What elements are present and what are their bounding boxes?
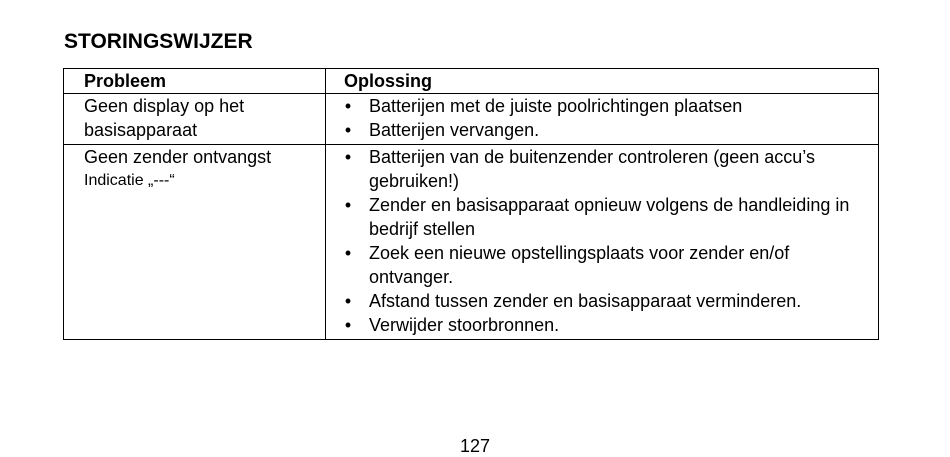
solution-text: Batterijen vervangen. <box>369 120 540 140</box>
bullet-icon: • <box>344 315 352 335</box>
solution-text: Zoek een nieuwe opstellingsplaats voor zender en/of ontvanger. <box>369 243 790 287</box>
table-header-row <box>64 69 879 94</box>
problem-text: Geen display op het <box>84 96 245 116</box>
list-item <box>326 193 870 241</box>
bullet-icon: • <box>344 243 352 263</box>
solution-text: Batterijen van de buitenzender controleren (geen accu’s gebruiken!) <box>369 147 815 191</box>
list-item <box>326 241 870 289</box>
list-item <box>326 289 870 313</box>
solution-text: Zender en basisapparaat opnieuw volgens de handleiding in bedrijf stellen <box>369 195 850 239</box>
list-item <box>326 145 870 193</box>
solution-cell <box>326 94 879 145</box>
column-header-problem: Probleem <box>64 69 326 94</box>
problem-cell <box>64 145 326 340</box>
problem-text: basisapparaat <box>84 120 198 140</box>
list-item <box>326 94 870 118</box>
list-item <box>326 118 870 142</box>
bullet-icon: • <box>344 96 352 116</box>
bullet-icon: • <box>344 291 352 311</box>
table-row <box>64 94 879 145</box>
solution-cell <box>326 145 879 340</box>
solution-list <box>326 145 870 337</box>
problem-text: Geen zender ontvangst <box>84 147 272 167</box>
troubleshooting-table <box>63 68 879 340</box>
bullet-icon: • <box>344 195 352 215</box>
solution-text: Verwijder stoorbronnen. <box>369 315 560 335</box>
bullet-icon: • <box>344 147 352 167</box>
solution-text: Afstand tussen zender en basisapparaat verminderen. <box>369 291 802 311</box>
page-number: 127 <box>459 436 491 456</box>
solution-list <box>326 94 870 142</box>
list-item <box>326 313 870 337</box>
problem-indication-text: Indicatie „---“ <box>84 172 175 189</box>
solution-text: Batterijen met de juiste poolrichtingen plaatsen <box>369 96 743 116</box>
table-row <box>64 145 879 340</box>
bullet-icon: • <box>344 120 352 140</box>
problem-cell <box>64 94 326 145</box>
column-header-solution: Oplossing <box>326 69 879 94</box>
page-title: STORINGSWIJZER <box>64 30 253 53</box>
